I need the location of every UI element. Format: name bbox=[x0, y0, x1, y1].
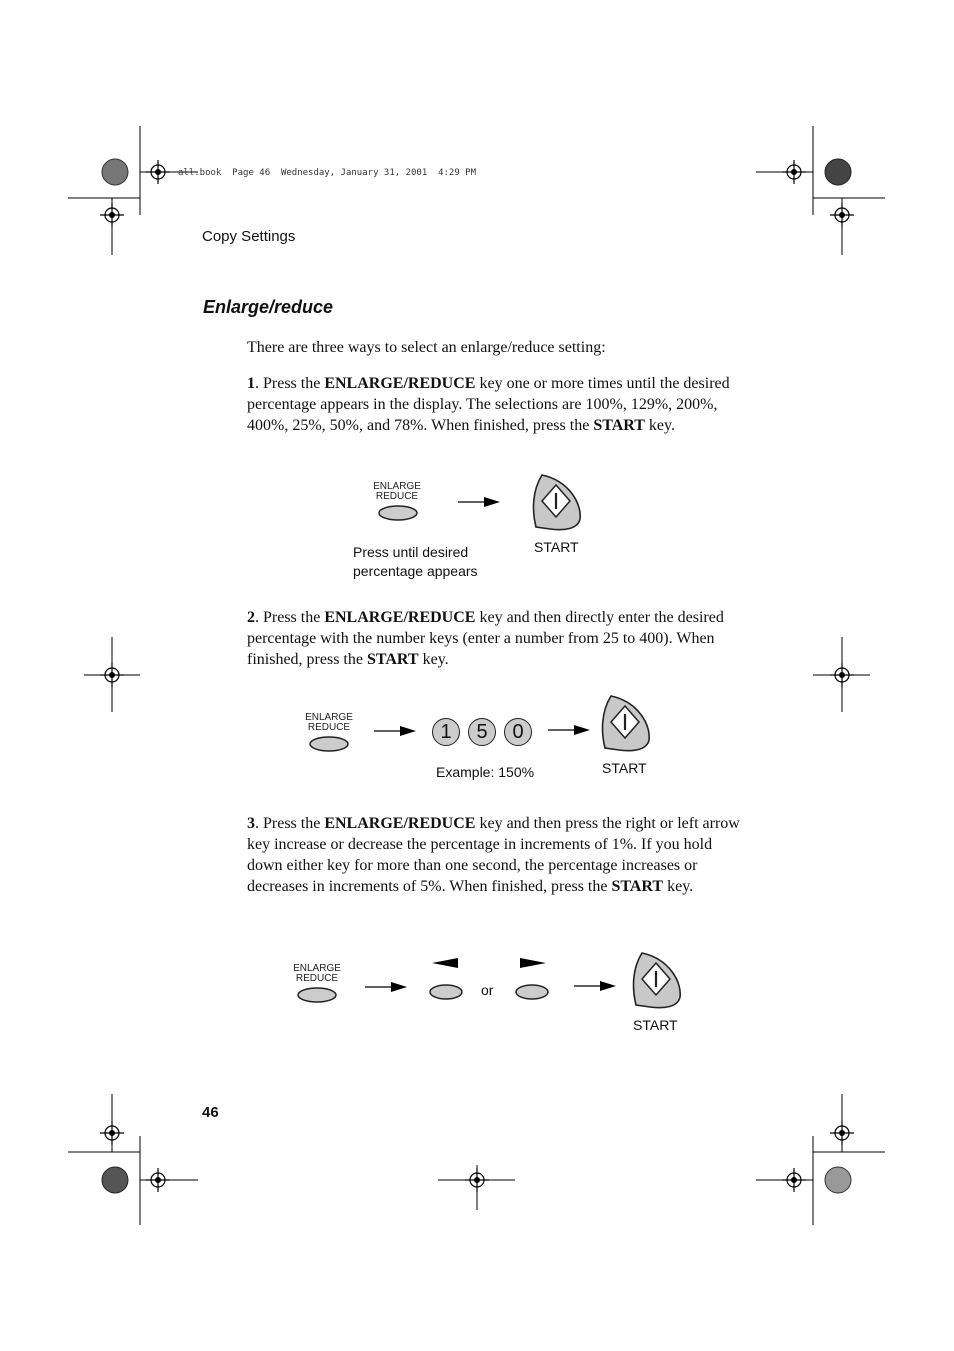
number-key-1: 1 bbox=[432, 718, 460, 746]
step-text: key and then press the right or left arrow key increase or decrease the percentage in increments of 1%. If you hold down either key for more than one second, the percentage increases or decreases in increments of 5%. When finished, press the bbox=[247, 815, 740, 895]
key-name: START bbox=[593, 417, 645, 434]
key-name: START bbox=[366, 651, 419, 668]
start-label: START bbox=[602, 760, 647, 776]
section-title: Enlarge/reduce bbox=[203, 297, 334, 317]
step-number: 1 bbox=[247, 375, 255, 392]
step-text: key one or more times until the desired percentage appears in the display. The selections are 100%, 129%, 200%, 400%, 25%, 50%, and 78%. When finished, press the bbox=[247, 375, 730, 434]
key-name: ENLARGE/REDUCE bbox=[324, 609, 476, 626]
step-3-paragraph bbox=[247, 813, 747, 897]
step-number: 3 bbox=[247, 815, 255, 832]
key-name: ENLARGE/REDUCE bbox=[324, 375, 476, 392]
print-info: all.book Page 46 Wednesday, January 31, 2001 4:29 PM bbox=[178, 168, 477, 178]
step-text: . Press the bbox=[255, 815, 325, 832]
key-name: START bbox=[611, 878, 664, 895]
number-key-5: 5 bbox=[468, 718, 496, 746]
start-label: START bbox=[534, 539, 579, 555]
step-text: key. bbox=[418, 651, 449, 668]
step-text: . Press the bbox=[255, 375, 325, 392]
step-2-paragraph bbox=[247, 607, 747, 670]
enlarge-reduce-key-label: ENLARGE REDUCE bbox=[305, 712, 353, 733]
figure-2-caption: Example: 150% bbox=[436, 764, 535, 780]
number-key-0: 0 bbox=[504, 718, 532, 746]
step-text: key. bbox=[663, 878, 694, 895]
enlarge-reduce-key-label: ENLARGE REDUCE bbox=[293, 963, 341, 984]
figure-1-caption: Press until desired percentage appears bbox=[353, 544, 478, 579]
step-number: 2 bbox=[247, 609, 255, 626]
page-number: 46 bbox=[202, 1104, 219, 1121]
intro-paragraph: There are three ways to select an enlarge/reduce setting: bbox=[247, 339, 606, 356]
step-text: key. bbox=[644, 417, 675, 434]
start-label: START bbox=[633, 1017, 678, 1033]
enlarge-reduce-key-label: ENLARGE REDUCE bbox=[373, 481, 421, 502]
or-label: or bbox=[481, 982, 494, 998]
step-text: key and then directly enter the desired percentage with the number keys (enter a number from 25 to 400). When finished, press the bbox=[247, 609, 724, 668]
running-head: Copy Settings bbox=[202, 228, 296, 245]
key-name: ENLARGE/REDUCE bbox=[324, 815, 476, 832]
step-text: . Press the bbox=[255, 609, 325, 626]
step-1-paragraph bbox=[247, 373, 747, 436]
